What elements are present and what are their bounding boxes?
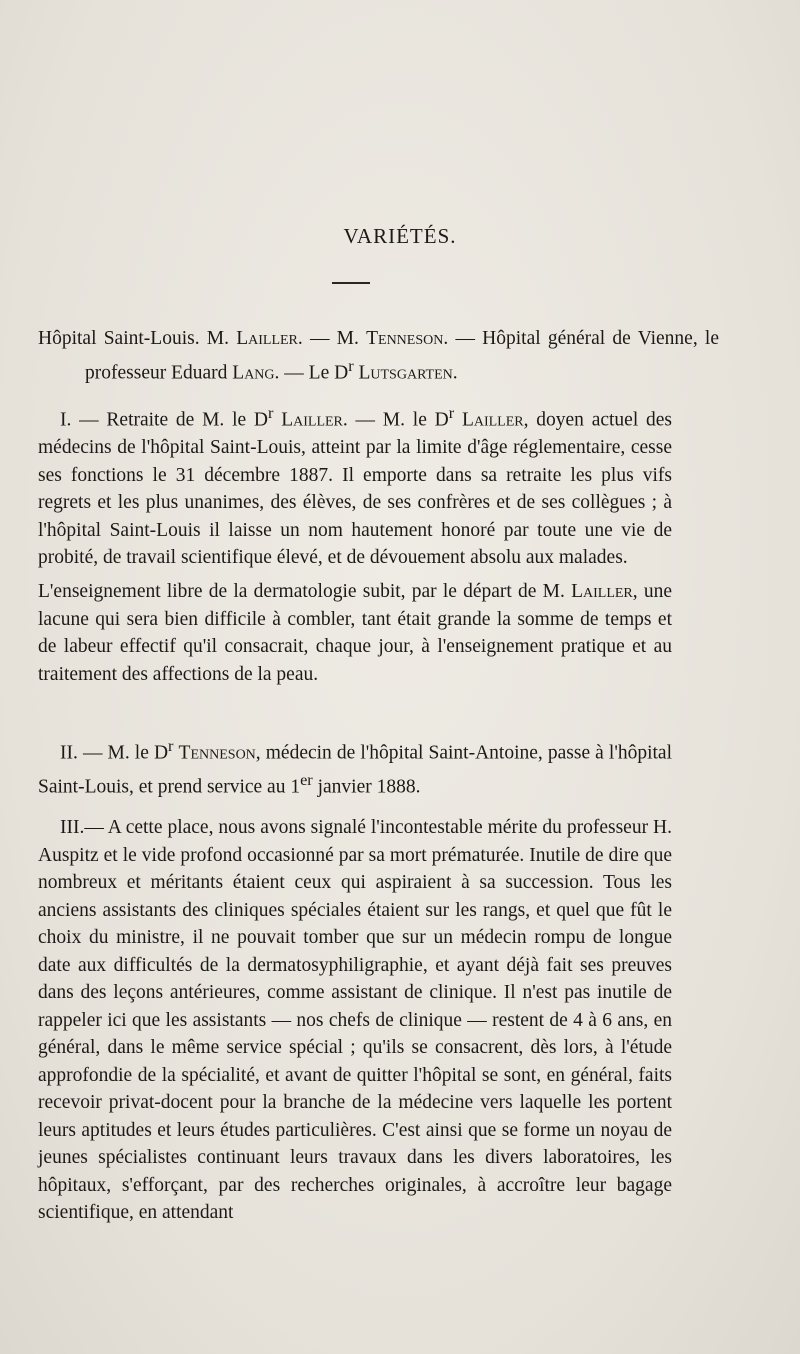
paragraph-1: I. — Retraite de M. le $D^r$ Lailler. — M. le $D^r$ Lailler, doyen actuel des médecins de l'hôpital Saint-Louis, atteint par la limite d'âge réglementaire, cesse ses fonctions le 31 décembre 1887. Il emporte dans sa retraite les plus vifs regrets et les plus unanimes, des élèves, de ses confrères et de ses collègues ; à l'hôpital Saint-Louis il laisse un nom hautement honoré par toute une vie de probité, de travail scientifique élevé, et de dévouement absolu aux malades.	[38, 404, 673, 568]
paragraph-2: L'enseignement libre de la dermatologie subit, par le départ de M. Lailler, une lacune qui sera bien difficile à combler, tant était grande la somme de temps et de labeur effectif qu'il consacrait, chaque jour, à l'enseignement pratique et au traitement des affections de la peau.	[38, 581, 672, 685]
page-title: VARIÉTÉS.	[343, 224, 457, 248]
title-divider	[332, 282, 370, 284]
paragraph-4: III.— A cette place, nous avons signalé l'incontestable mérite du professeur H. Auspitz et le vide profond occasionné par sa mort prématurée. Inutile de dire que nombreux et méritants étaient ceux qui aspiraient à sa succession. Tous les anciens assistants des cliniques spéciales étaient sur les rangs, et quel que fût le choix du ministre, il ne pouvait tomber que sur un médecin rompu de longue date aux difficultés de la dermatosyphiligraphie, et ayant déjà fait ses preuves dans des leçons antérieures, comme assistant de clinique. Il n'est pas inutile de rappeler ici que les assistants — nos chefs de clinique — restent de 4 à 6 ans, en général, dans le même service spécial ; qu'ils se consacrent, dès lors, à l'étude approfondie de la spécialité, et avant de quitter l'hôpital se sont, en général, faits recevoir privat-docent pour la branche de la médecine vers laquelle les portent leurs aptitudes et leurs études particulières. C'est ainsi que se forme un noyau de jeunes spécialistes continuant leurs travaux dans les divers laboratoires, les hôpitaux, s'efforçant, par des recherches originales, à accroître leur bagage scientifique, en attendant	[38, 817, 672, 1223]
paragraph-3: II. — M. le $D^r$ Tenneson, médecin de l'hôpital Saint-Antoine, passe à l'hôpital Saint-Louis, et prend service au 1er janvier 1888.	[38, 737, 673, 798]
section-heading: Hôpital Saint-Louis. M. Lailler. — M. Tenneson. — Hôpital général de Vienne, le professeur Eduard Lang. — Le $D^r$ Lutsgarten.	[38, 328, 719, 383]
